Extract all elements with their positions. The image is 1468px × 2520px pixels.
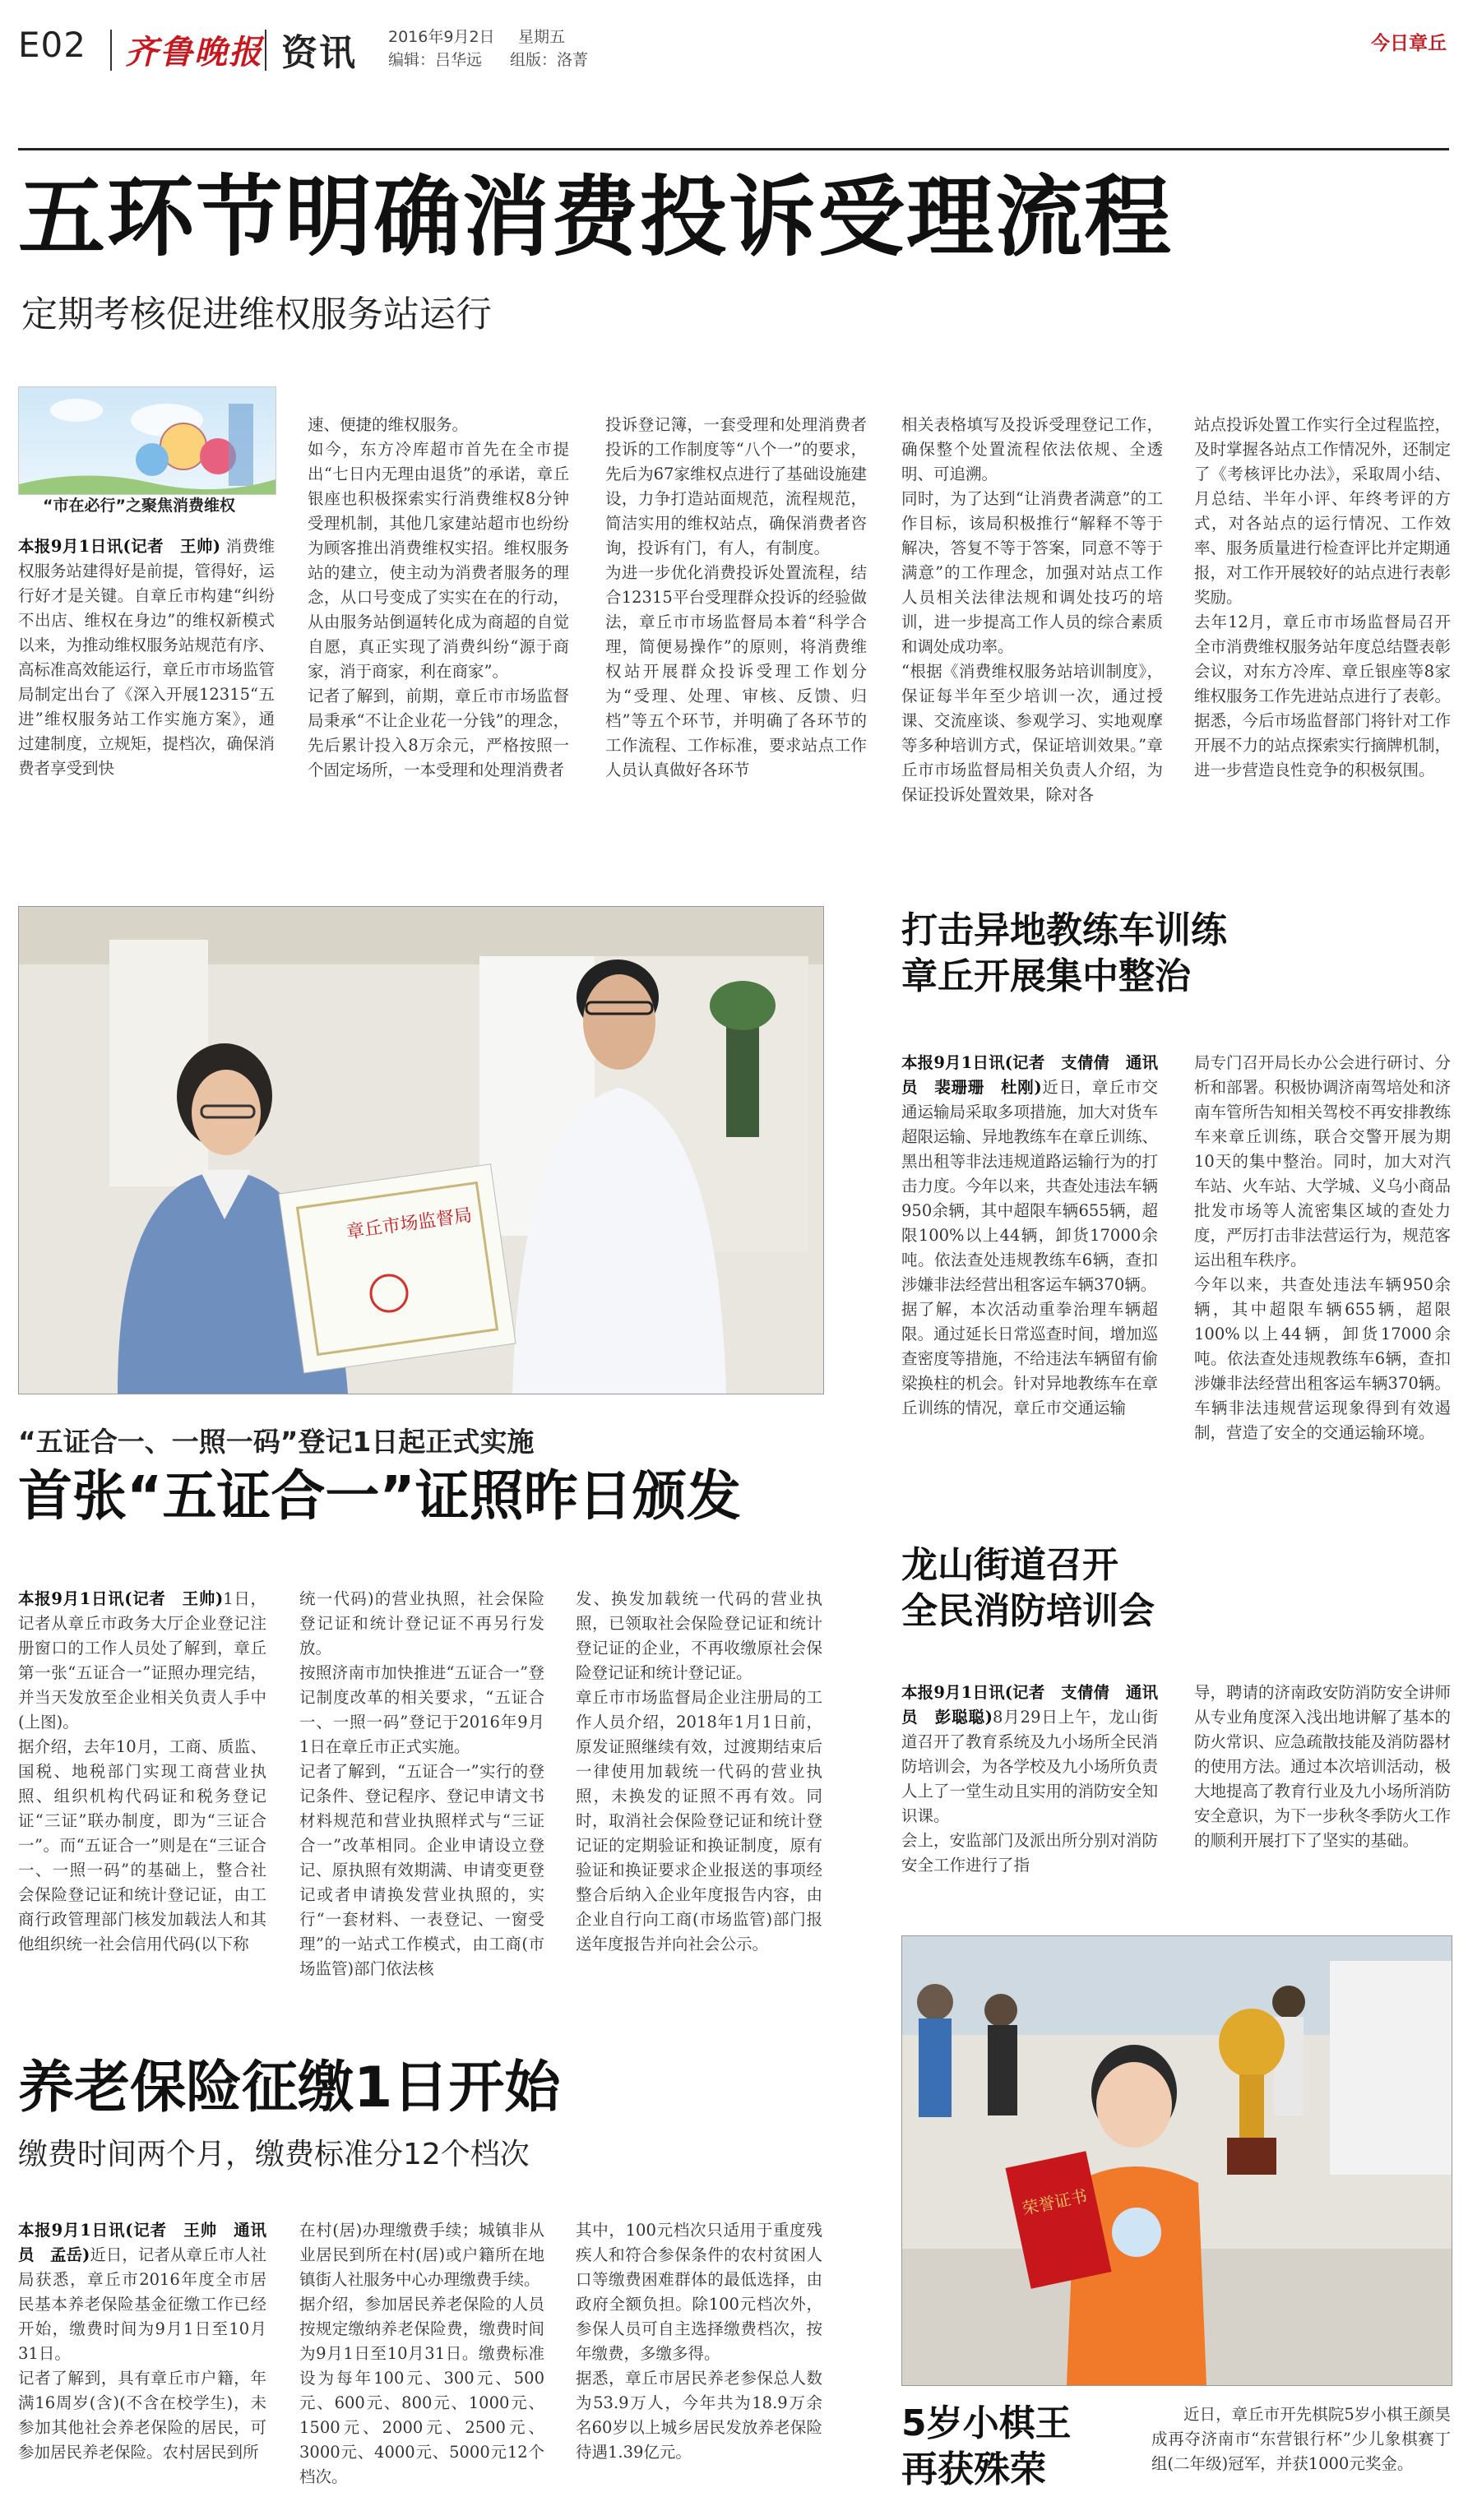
designer-credit: 组版：洛菁: [510, 51, 589, 69]
lead-headline: 五环节明确消费投诉受理流程: [18, 167, 1173, 268]
lead-column-1: [18, 534, 275, 781]
certificate-text: 荣誉证书: [1020, 2185, 1090, 2219]
training-column-2: [1194, 1026, 1451, 1470]
masthead-divider-2: [265, 30, 266, 71]
pension-column-2: [299, 2194, 544, 2514]
fire-headline-1: 龙山街道召开: [901, 1544, 1118, 1586]
lead-column-2: [308, 388, 569, 807]
license-headline: 首张“五证合一”证照昨日颁发: [18, 1464, 741, 1528]
section-name: 资讯: [281, 32, 357, 74]
lead-column-5: [1194, 388, 1451, 807]
chess-headline-1: 5岁小棋王: [901, 2402, 1072, 2444]
pension-subheadline: 缴费时间两个月，缴费标准分12个档次: [18, 2138, 530, 2171]
fire-column-1: [901, 1656, 1158, 1903]
chess-caption: [1151, 2402, 1451, 2476]
cartoon-caption: “市在必行”之聚焦消费维权: [43, 497, 235, 515]
license-col3-text: 发、换发加载统一代码的营业执照，已领取社会保险登记证和统计登记证的企业，不再收缴原社会保险登记证和统计登记证。 章丘市市场监督局企业注册局的工作人员介绍，2018年1月1日前，原发证照继续有效，过渡期结束后一律使用加载统一代码的营业执照，未换发的证照不再有效。同时，取消社会保险登记证和统计登记证的定期验证和换证制度，原有验证和换证要求企业报送的事项经整合后纳入企业年度报告内容，由企业自行向工商(市场监管)部门报送年度报告并向社会公示。: [576, 1589, 822, 1954]
fire-headline-2: 全民消防培训会: [901, 1590, 1155, 1632]
issue-date: 2016年9月2日: [388, 28, 495, 46]
lead-byline: 本报9月1日讯(记者 王帅): [18, 537, 221, 556]
chess-photo: [901, 1935, 1452, 2386]
fire-col1-text: 8月29日上午，龙山街道召开了教育系统及九小场所全民消防培训会，为各学校及九小场所负责人上了一堂生动且实用的消防安全知识课。 会上，安监部门及派出所分别对消防安全工作进行了指: [901, 1708, 1159, 1875]
training-col2-text: 局专门召开局长办公会进行研讨、分析和部署。积极协调济南驾培处和济南车管所告知相关驾校不再安排教练车来章丘训练，联合交警开展为期10天的集中整治。同时，加大对汽车站、火车站、大学城、义乌小商品批发市场等人流密集区域的查处力度，严厉打击非法营运行为，规范客运出租车秩序。 今年以来，共查处违法车辆950余辆，其中超限车辆655辆，超限100%以上44辆，卸货17000余吨。依法查处违规教练车6辆，查扣涉嫌非法经营出租客运车辆370辆。车辆非法违规营运现象得到有效遏制，营造了安全的交通运输环境。: [1194, 1053, 1452, 1442]
chess-photo-illustration: [902, 1936, 1452, 2385]
lead-subheadline: 定期考核促进维权服务站运行: [21, 294, 492, 335]
cartoon-illustration: [19, 387, 276, 494]
lead-col4-text: 相关表格填写及投诉受理登记工作，确保整个处置流程依法依规、全透明、可追溯。 同时，为了达到“让消费者满意”的工作目标，该局积极推行“解释不等于解决，答复不等于答案，同意不等于满意”的工作理念，加强对站点工作人员相关法律法规和调处技巧的培训，进一步提高工作人员的综合素质和调处成功率。 “根据《消费维权服务站培训制度》，保证每半年至少培训一次，通过授课、交流座谈、参观学习、实地观摩等多种培训方式，保证培训效果。”章丘市市场监督局相关负责人介绍，为保证投诉处置效果，除对各: [901, 415, 1163, 804]
training-byline: 本报9月1日讯(记者 支倩倩 通讯员 裴珊珊 杜刚): [901, 1053, 1158, 1097]
chess-caption-text: 近日，章丘市开先棋院5岁小棋王颜昊成再夺济南市“东营银行杯”少儿象棋赛丁组(二年级)冠军，并获1000元奖金。: [1151, 2405, 1451, 2473]
pension-column-3: [576, 2194, 822, 2490]
pension-column-1: [18, 2194, 266, 2490]
pension-headline: 养老保险征缴1日开始: [18, 2055, 561, 2120]
pension-col2-text: 在村(居)办理缴费手续；城镇非从业居民到所在村(居)或户籍所在地镇街人社服务中心办理缴费手续。 据介绍，参加居民养老保险的人员按规定缴纳养老保险费，缴费时间为9月1日至10月31日。缴费标准设为每年100元、300元、500元、600元、800元、1000元、1500元、2000元、2500元、3000元、4000元、5000元12个档次。: [299, 2221, 544, 2486]
license-col1-text: 1日，记者从章丘市政务大厅企业登记注册窗口的工作人员处了解到，章丘第一张“五证合一”证照办理完结，并当天发放至企业相关负责人手中(上图)。 据介绍，去年10月，工商、质监、国税、地税部门实现工商营业执照、组织机构代码证和税务登记证“三证”联办制度，即为“三证合一”。而“五证合一”则是在“三证合一、一照一码”的基础上，整合社会保险登记证和统计登记证，由工商行政管理部门核发加载法人和其他组织统一社会信用代码(以下称: [18, 1589, 266, 1954]
lead-col5-text: 站点投诉处置工作实行全过程监控，及时掌握各站点工作情况外，还制定了《考核评比办法》，采取周小结、月总结、半年小评、年终考评的方式，对各站点的运行情况、工作效率、服务质量进行检查评比并定期通报，对工作开展较好的站点进行表彰奖励。 去年12月，章丘市市场监督局召开全市消费维权服务站年度总结暨表彰会议，对东方冷库、章丘银座等8家维权服务工作先进站点进行了表彰。据悉，今后市场监督部门将针对工作开展不力的站点探索实行摘牌机制，进一步营造良性竞争的积极氛围。: [1194, 415, 1452, 779]
license-byline: 本报9月1日讯(记者 王帅): [18, 1589, 224, 1608]
pension-col1-text: 近日，记者从章丘市人社局获悉，章丘市2016年度全市居民基本养老保险基金征缴工作已经开始，缴费时间为9月1日至10月31日。 记者了解到，具有章丘市户籍，年满16周岁(含)(不含在校学生)，未参加其他社会养老保险的居民，可参加居民养老保险。农村居民到所: [18, 2245, 266, 2462]
paper-name-logo: 齐鲁晚报: [125, 33, 263, 72]
training-col1-text: 近日，章丘市交通运输局采取多项措施，加大对货车超限运输、异地教练车在章丘训练、黑出租等非法违规道路运输行为的打击力度。今年以来，共查处违法车辆950余辆，其中超限车辆655辆，超限100%以上44辆，卸货17000余吨。依法查处违规教练车6辆，查扣涉嫌非法经营出租客运车辆370辆。 据了解，本次活动重拳治理车辆超限。通过延长日常巡查时间，增加巡查密度等措施，不给违法车辆留有偷梁换柱的机会。针对异地教练车在章丘训练的情况，章丘市交通运输: [901, 1078, 1159, 1417]
training-column-1: [901, 1026, 1158, 1445]
training-headline-2: 章丘开展集中整治: [901, 955, 1191, 997]
license-kicker: “五证合一、一照一码”登记1日起正式实施: [18, 1426, 535, 1458]
edition-name: 今日章丘: [1371, 33, 1447, 54]
fire-byline: 本报9月1日讯(记者 支倩倩 通讯员 彭聪聪): [901, 1683, 1158, 1727]
training-headline-1: 打击异地教练车训练: [901, 909, 1227, 951]
lead-col2-text: 速、便捷的维权服务。 如今，东方冷库超市首先在全市提出“七日内无理由退货”的承诺，章丘银座也积极探索实行消费维权8分钟受理机制，其他几家建站超市也纷纷为顾客推出消费维权实招。维权服务站的建立，使主动为消费者服务的理念，从口号变成了实实在在的行动，从由服务站倒逼转化成为商超的自觉自愿，真正实现了消费纠纷“源于商家，消于商家，利在商家”。 记者了解到，前期，章丘市市场监督局秉承“不让企业花一分钱”的理念，先后累计投入8万余元，严格按照一个固定场所，一本受理和处理消费者: [308, 415, 569, 779]
license-column-3: [576, 1562, 822, 1981]
page-number: E02: [18, 25, 86, 65]
photo-stamp: 章丘市场监督局: [345, 1205, 474, 1244]
lead-col1-text: 消费维权服务站建得好是前提，管得好，运行好才是关键。自章丘市构建“纠纷不出店、维权在身边”的维权新模式以来，为推动维权服务站规范有序、高标准高效能运行，章丘市市场监管局制定出台了《深入开展12315“五进”维权服务站工作实施方案》，通过建制度，立规矩，提档次，确保消费者享受到快: [18, 537, 276, 778]
license-column-2: [299, 1562, 544, 2006]
editor-credit: 编辑：吕华远: [388, 51, 483, 69]
lead-column-3: [605, 388, 867, 807]
license-photo: [18, 906, 824, 1394]
fire-column-2: [1194, 1656, 1451, 1878]
issue-weekday: 星期五: [518, 28, 566, 46]
pension-byline: 本报9月1日讯(记者 王帅 通讯员 孟岳): [18, 2221, 266, 2264]
masthead-divider-1: [110, 30, 112, 71]
lead-column-4: [901, 388, 1163, 832]
pension-col3-text: 其中，100元档次只适用于重度残疾人和符合参保条件的农村贫困人口等缴费困难群体的最低选择，由政府全额负担。除100元档次外，参保人员可自主选择缴费档次，按年缴费，多缴多得。 据悉，章丘市居民养老参保总人数为53.9万人，今年共为18.9万余名60岁以上城乡居民发放养老保险待遇1.39亿元。: [576, 2221, 822, 2462]
chess-headline-2: 再获殊荣: [901, 2448, 1046, 2490]
license-photo-illustration: [19, 907, 823, 1394]
license-col2-text: 统一代码)的营业执照，社会保险登记证和统计登记证不再另行发放。 按照济南市加快推进“五证合一”登记制度改革的相关要求，“五证合一、一照一码”登记于2016年9月1日在章丘市正式实施。 记者了解到，“五证合一”实行的登记条件、登记程序、登记申请文书材料规范和营业执照样式与“三证合一”改革相同。企业申请设立登记、原执照有效期满、申请变更登记或者申请换发营业执照的，实行“一套材料、一表登记、一窗受理”的一站式工作模式，由工商(市场监管)部门依法核: [299, 1589, 544, 1978]
lead-col3-text: 投诉登记簿，一套受理和处理消费者投诉的工作制度等“八个一”的要求，先后为67家维权点进行了基础设施建设，力争打造站面规范，流程规范，简洁实用的维权站点，确保消费者咨询，投诉有门，有人，有制度。 为进一步优化消费投诉处置流程，结合12315平台受理群众投诉的经验做法，章丘市市场监督局本着“科学合理，简便易操作”的原则，将消费维权站开展群众投诉受理工作划分为“受理、处理、审核、反馈、归档”等五个环节，并明确了各环节的工作流程、工作标准，要求站点工作人员认真做好各环节: [605, 415, 867, 779]
lead-cartoon: [18, 386, 276, 495]
fire-col2-text: 导，聘请的济南政安防消防安全讲师从专业角度深入浅出地讲解了基本的防火常识、应急疏散技能及消防器材的使用方法。通过本次培训活动，极大地提高了教育行业及九小场所消防安全意识，为下一步秋冬季防火工作的顺利开展打下了坚实的基础。: [1194, 1683, 1452, 1850]
license-column-1: [18, 1562, 266, 1981]
masthead-rule: [18, 148, 1449, 150]
